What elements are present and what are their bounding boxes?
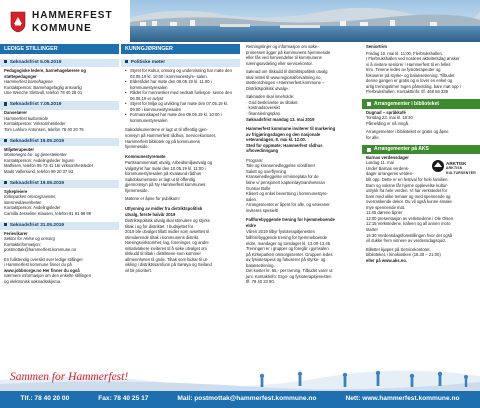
- utlysning-heading: Utlysning av midler fra distriktspolitisk utvalg, første halvår 2019: [125, 205, 203, 217]
- list-item: • Eldrerådet har møte den 06.05.19 kl. 11.00 i kommunestyresalen: [125, 79, 236, 90]
- section-title-kunngjoringer: KUNNGJØRINGER: [121, 44, 240, 54]
- page-header: [0, 0, 480, 42]
- kommunestyre-paragraph: Partssammensatt utvalg, Arbeidsmiljøutvalg og Valgstyret har møte den 10.05.19 kl. 11:00 i kommunestyresalen på Kvaløund rådhus Sakdokumentene er lagt ut til offentlig gjennomsyn på Ny Hammerfest kommunes hjemmeside. Møtene er åpne for publikum!: [125, 160, 213, 202]
- invite-heading: Hammerfest kommune inviterer til markering av frigjøringsdagen og den nasjonale veterandagen, 8. mai kl. 12.00. Sted for oppmøte: Hammerfest rådhus v/hovedinngang: [246, 126, 336, 154]
- job-line: Mads Vallersund, telefon 99 20 37 93: [4, 168, 74, 174]
- column-events: [362, 42, 480, 264]
- column-kunngjoringer: [121, 42, 240, 274]
- job-line: Miljøterapeuter: [4, 146, 35, 152]
- trening-paragraph: Våren 2019 tilbyr fysioterapitjenesten fallforebyggende trening for hjemmeboende eldre, mandager og torsdager kl. 13.00-13.45. Treningen er i grupper og foregår i gymsalen på Kirkeparken omsorgssenter. Gruppen ledes av fysioterapeut og fokuserer på styrke- og balansetrening. Det koster kr. 55,- per trening. Tilbudet varer ut juni. Kontaktinfo: Ergo- og fysioterapitjenesten tlf. 78 40 23 80.: [246, 229, 333, 285]
- square-bullet-icon: [367, 102, 371, 106]
- job-line: Hammerfest barnehagene: [4, 79, 53, 85]
- deadline-label: Søknadsfrist 31.05.2019: [0, 222, 119, 230]
- utlysning-paragraph: Distriktspolitisk utvalg skal stimulere og styrke tiltak i og for distriktet. I budsjettet for 2019 ble utvalget tillatt midler som avsettes til stimulerende tiltak i kommunens distrikt. Næringsvirksomhet, lag, foreninger, og andre initiativtakere inviteres til å søke utvalget om tilskudd til tiltak i distriktene som kommer allmennheten til gode. Tiltak som bidrar til ut- vikling i distriktssamfunn på Sørøya og Seiland vil bli prioritert.: [125, 218, 212, 273]
- aks-label: Arrangementer på AKS: [362, 145, 480, 155]
- square-bullet-icon: [4, 102, 7, 105]
- job-block: [0, 59, 119, 96]
- footer-contact-bar: [0, 391, 480, 408]
- footer-phone[interactable]: Tlf.: 78 40 20 00: [20, 395, 70, 403]
- section-title-ledige-stillinger: LEDIGE STILLINGER: [0, 44, 119, 54]
- header-harbor-photo: [130, 0, 480, 42]
- job-line: Kontaktinformasjon:: [4, 241, 42, 247]
- job-line: Montenegro bo- og tjenestekenter: [4, 152, 67, 158]
- job-block: [0, 180, 119, 217]
- job-line: Pedagogiske ledere, barnehagelærere og: [4, 67, 86, 73]
- arktisk-kultursenter-logo: [431, 158, 477, 174]
- municipal-crest-icon: [10, 11, 26, 33]
- job-line: Tom Lahlum Antonsen, telefon 78 40 20 76: [4, 126, 84, 132]
- job-line: Une Wenche Slettvoll, telefon 78 40 28 01: [4, 90, 83, 96]
- list-item: • Rådet for mennesker med nedsatt funksjon- sevne den 06.05.19 er avlyst: [125, 90, 236, 101]
- square-bullet-icon: [4, 60, 7, 63]
- meeting-list: [121, 67, 240, 123]
- footer-fax: Fax: 78 40 25 17: [98, 395, 149, 403]
- deadline-label: Søknadsfrist 7.05.2019: [0, 101, 119, 109]
- job-line: Sykepleiere: [4, 188, 28, 194]
- aks-logo-text: ARKTISK KULTURSENTER: [446, 166, 476, 175]
- square-bullet-icon: [367, 148, 371, 152]
- svg-text:ARKTISK: ARKTISK: [446, 161, 467, 167]
- brand-name-line2: KOMMUNE: [32, 23, 92, 34]
- job-line: Kirkeparken omsorgssenter,: [4, 194, 57, 200]
- job-line: Ferievikarer: [4, 230, 28, 236]
- job-line: Hammerfest kulturskole: [4, 115, 48, 121]
- deadline-label: Søknadsfrist 19.05.2019: [0, 138, 119, 146]
- deadline-label: Søknadsfrist 5.05.2019: [0, 59, 119, 67]
- seniortrim-paragraph: Fredag 10. mai kl. 11:00, Flerbrukshallen. I Flerbrukshallen ved nordens aktivitetsdag ønsker vi å invitere seniorer i Hammerfest til en felles trim. Timene ledes av fysioterapeuter og fokuserer på styrke- og balansetrening. Tilbudet denne gangen er gratis og vi lover en enkel og artig treningstime! Ingen påmelding, bare møt opp i Flerbrukshallen. Kontakttinfo: tlf. 468 56 339: [366, 50, 461, 95]
- jobbnorge-link[interactable]: www.jobbnorge.no Her finner du også: [4, 267, 80, 273]
- utlysning-continued: Retningslinjer og informasjon om søke- prosessen ligger på kommunens hjemmeside eller fås ved henvendelse til kommunens næringsavdeling eller servicekontor. Søknad om tilskudd til distriktspolitisk utvalg skal rettes til www.regionalforvaltning.no, støtteordningen «Hammerfest kommune – Distriktspolitisk utvalg». Søknaden skal inneholde: · God beskrivelse av tiltaket. · kostnadsoversikt · finansieringsplan Søknadsfrist mandag 13. mai 2019: [242, 42, 360, 123]
- job-line: Kontaktperson: Avdelingsleder: [4, 205, 61, 211]
- list-item: • Styret for Kultur, omsorg og undervisning har møte den 03.05.19 kl. 10:00 i kommunestyre- salen.: [125, 68, 236, 79]
- square-bullet-icon: [125, 60, 128, 63]
- square-bullet-icon: [4, 181, 7, 184]
- job-line: intermediærenheten: [4, 199, 42, 205]
- job-block: [0, 138, 119, 175]
- trening-heading: Fallforebyggende trening for hjemmeboende eldre: [246, 217, 335, 228]
- sakslister-paragraph: Sakodokumentene er lagt ut til offentlig gjen- nomsyn på Hammerfest rådhus, Servicekontoret, Hammerfest bibliotek og på kommunens hjemmeside.: [125, 127, 217, 150]
- application-deadline: Søknadsfrist mandag 13. mai 2019: [246, 116, 315, 122]
- footer-email-link[interactable]: Mail: postmottak@hammerfest.kommune.no: [177, 395, 317, 403]
- job-line: Camilla Jesseline Klausen, telefon 91 61 96 99: [4, 210, 92, 216]
- program-paragraph: Program: Tale og kransenedleggelse v/ordfører Salutt og overflyvning Kransenedleggelse v/minneplata for de falne v/ pensjonert kapteinløytnant/veteran Gunnar Bolle Kåsert og enkel bevertning i kommunestyre- salen. Arrangementet er åpent for alle, og veteraner inviteres spesielt!: [246, 157, 330, 213]
- job-line: støttepedagoger: [4, 73, 37, 79]
- column-announcements-continued: [242, 42, 360, 285]
- job-line: Danselærer: [4, 110, 28, 116]
- kommunestyre-heading: Kommunestyremøte: [125, 153, 166, 159]
- job-line: Kontaktperson: Barnehagefaglig ansvarlig: [4, 84, 82, 90]
- deadline-label: Søknadsfrist 19.05.2019: [0, 180, 119, 188]
- seniortrim-heading: Seniortrim: [366, 44, 387, 49]
- politiske-moter-label: Politiske møter: [121, 59, 240, 67]
- footer-slogan: Sammen for Hammerfest!: [10, 371, 129, 383]
- job-line: Mathisen, telefon 95 73 41 16/ virksomhetsleder: [4, 163, 94, 169]
- closing-paragraph: En fullstendig oversikt over ledige stillinger i Hammerfest kommune finner du på www.jobbnorge.no Her finner du også nærmere informasjon om den enkelte stillingen og elektronisk søknadsskjema.: [0, 256, 119, 285]
- square-bullet-icon: [4, 139, 7, 142]
- contact-email-link[interactable]: postmottak@hammerfest.kommune.no: [4, 247, 77, 253]
- job-line: Kontaktperson: Avdelingsleder Ingunn: [4, 157, 75, 163]
- bibliotek-paragraph: Dugnad – språkkafé Torsdag 23. mai kl. 18:30 Påmelding er nå inngå. Arrangementer i biblioteket er gratis og åpne for alle.: [366, 109, 449, 140]
- job-line: Sektor for Helse og omsorg: [4, 236, 55, 242]
- job-block: [0, 101, 119, 133]
- brand-name-line1: HAMMERFEST: [32, 9, 113, 21]
- column-ledige-stillinger: [0, 42, 119, 285]
- list-item: • Formannskapet har møte den 09.05.19 kl. 10:00 i kommunestyresalen.: [125, 112, 236, 123]
- aks-website-link[interactable]: eller på www.aks.no.: [366, 257, 408, 263]
- footer-website-link[interactable]: Nett: www.hammerfest.kommune.no: [345, 395, 460, 403]
- aks-paragraph: Barnas verdensdager Lørdag 11. mai Under Barnas verdens- dager arrangeres verden- ARKTISK ARKTISK KULTURSENTER blit opp. Dette er en festival for hele familien. Barn og voksne får hjerne opplevelse kultur- uttrykk fra hele verden. Vi har verkstedet for barn med ulike temaer og med spennende og overraskende dekor. Du vil også kunne smake mye spennende mat. 11:45 dørene åpner 12:00 presentasjon av verkstedene i Ole Olsen 12:15 Verkstedene, kafeen og all annen moro starter 15:30 Verdensdagsforestillingen hvor det også vil dukke frem vinnere av verdensdagsquiz. Billetter kjøpes på Servicekontoret, biblioteket, i kinokiosken (16.30 – 21:00) eller på www.aks.no.: [366, 154, 476, 263]
- brand-logo[interactable]: [10, 8, 122, 36]
- square-bullet-icon: [4, 223, 7, 226]
- job-block: [0, 222, 119, 254]
- list-item: • Styret for Miljø og utvikling har møte den 07.05.19 kl. 09:00 i kommunestyresalen: [125, 101, 236, 112]
- bibliotek-label: Arrangementer i biblioteket: [362, 99, 480, 109]
- regionalforvaltning-link[interactable]: skal rettes til www.regionalforvaltning.no,: [246, 74, 322, 80]
- job-line: Kontaktperson: Virksomhetsleder: [4, 121, 66, 127]
